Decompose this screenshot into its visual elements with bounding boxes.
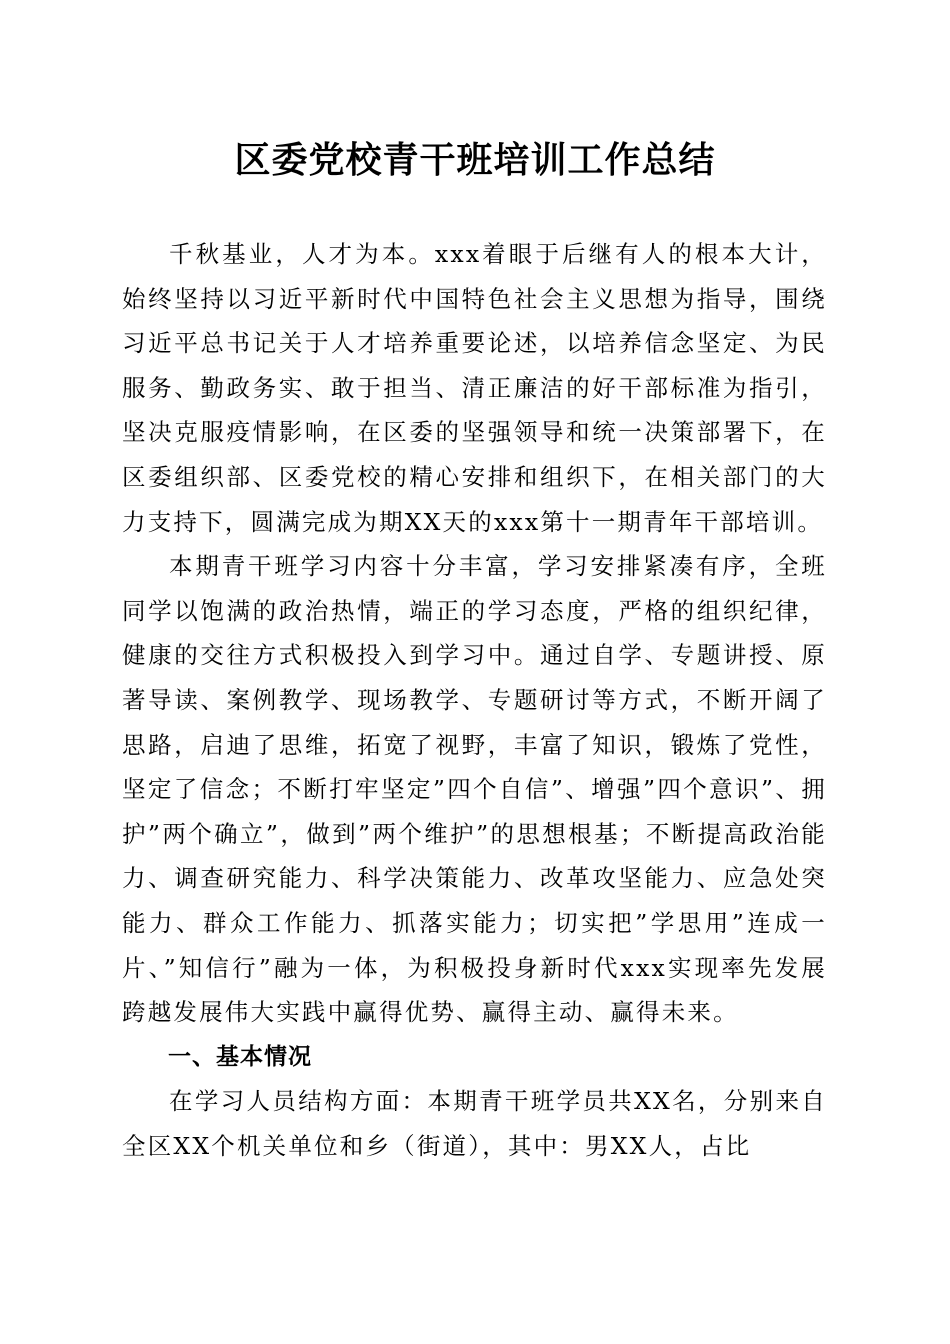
document-body: [122, 232, 827, 1168]
paragraph-study-content: 本期青干班学习内容十分丰富，学习安排紧凑有序，全班同学以饱满的政治热情，端正的学习态度，严格的组织纪律，健康的交往方式积极投入到学习中。通过自学、专题讲授、原著导读、案例教学、现场教学、专题研讨等方式，不断开阔了思路，启迪了思维，拓宽了视野，丰富了知识，锻炼了党性，坚定了信念；不断打牢坚定”四个自信”、增强”四个意识”、拥护”两个确立”，做到”两个维护”的思想根基；不断提高政治能力、调查研究能力、科学决策能力、改革攻坚能力、应急处突能力、群众工作能力、抓落实能力；切实把”学思用”连成一片、”知信行”融为一体，为积极投身新时代xxx实现率先发展跨越发展伟大实践中赢得优势、赢得主动、赢得未来。: [122, 552, 827, 1027]
section-heading-basic-info: 一、基本情况: [168, 1043, 312, 1070]
paragraph-personnel-structure: 在学习人员结构方面：本期青干班学员共XX名，分别来自全区XX个机关单位和乡（街道），其中：男XX人，占比: [122, 1087, 827, 1160]
paragraph-intro: 千秋基业，人才为本。xxx着眼于后继有人的根本大计，始终坚持以习近平新时代中国特色社会主义思想为指导，围绕习近平总书记关于人才培养重要论述，以培养信念坚定、为民服务、勤政务实、敢于担当、清正廉洁的好干部标准为指引，坚决克服疫情影响，在区委的坚强领导和统一决策部署下，在区委组织部、区委党校的精心安排和组织下，在相关部门的大力支持下，圆满完成为期XX天的xxx第十一期青年干部培训。: [122, 240, 827, 536]
document-title: 区委党校青干班培训工作总结: [234, 139, 716, 181]
